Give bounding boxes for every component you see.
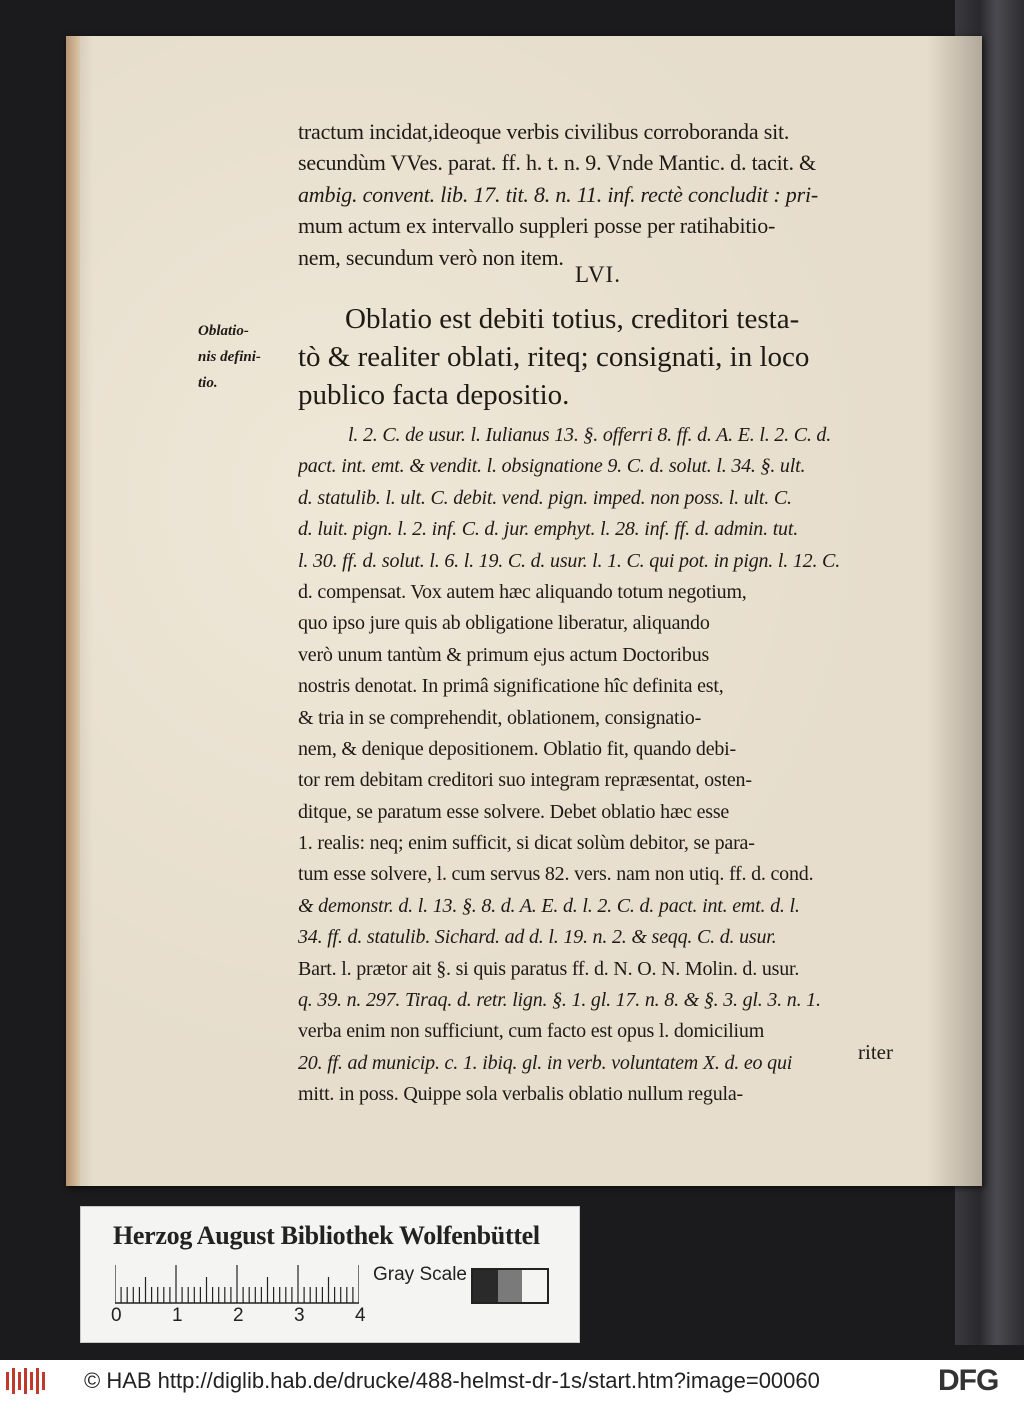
ruler-number: 2 [233,1305,244,1326]
text-line: ambig. convent. lib. 17. tit. 8. n. 11. inf. rectè concludit : pri- [298,181,819,207]
body-line: 20. ff. ad municip. c. 1. ibiq. gl. in verb. voluntatem X. d. eo qui [298,1051,793,1074]
footer-bar [0,1360,1024,1402]
body-line: mitt. in poss. Quippe sola verbalis oblatio nullum regula- [298,1083,744,1106]
hab-logo-icon [6,1368,46,1394]
body-line: d. compensat. Vox autem hæc aliquando totum negotium, [298,580,747,603]
body-line: quo ipso jure quis ab obligatione liberatur, aliquando [298,612,710,635]
paragraph-top [298,116,918,273]
text-line: mum actum ex intervallo suppleri posse per ratihabitio- [298,213,776,239]
dfg-logo: DFG [938,1364,999,1397]
text-line: tractum incidat,ideoque verbis civilibus corroboranda sit. [298,119,790,144]
citation-block [298,420,918,1111]
ruler-numbers [111,1305,371,1329]
body-line: & tria in se comprehendit, oblationem, consignatio- [298,706,702,729]
margin-note-line: tio. [198,375,218,391]
body-line: q. 39. n. 297. Tiraq. d. retr. lign. §. 1. gl. 17. n. 8. & §. 3. gl. 3. n. 1. [298,989,821,1012]
body-line: & demonstr. d. l. 13. §. 8. d. A. E. d. l. 2. C. d. pact. int. emt. d. l. [298,894,800,917]
citation-line: pact. int. emt. & vendit. l. obsignatione 9. C. d. solut. l. 34. §. ult. [298,455,806,478]
body-line: nem, & denique depositionem. Oblatio fit, quando debi- [298,737,736,760]
source-url[interactable]: © HAB http://diglib.hab.de/drucke/488-helmst-dr-1s/start.htm?image=00060 [84,1368,820,1393]
margin-note-line: nis defini- [198,349,261,365]
citation-line: l. 2. C. de usur. l. Iulianus 13. §. offerri 8. ff. d. A. E. l. 2. C. d. [348,424,832,446]
body-line: tor rem debitam creditori suo integram repræsentat, osten- [298,769,752,792]
definition-line: publico facta depositio. [298,379,570,411]
gray-scale-label: Gray Scale [373,1264,467,1285]
text-line: secundùm VVes. parat. ff. h. t. n. 9. Vnde Mantic. d. tacit. & [298,150,816,176]
ruler-number: 1 [172,1305,183,1326]
library-name: Herzog August Bibliothek Wolfenbüttel [113,1221,540,1250]
library-label [80,1206,580,1343]
body-line: verba enim non sufficiunt, cum facto est opus l. domicilium [298,1020,765,1043]
body-line: ditque, se paratum esse solvere. Debet oblatio hæc esse [298,800,730,823]
text-line: nem, secundum verò non item. [298,244,564,270]
body-line: verò unum tantùm & primum ejus actum Doctoribus [298,643,710,666]
page-edge [66,36,80,1186]
gray-swatch-mid [498,1270,523,1302]
margin-note-line: Oblatio- [198,323,249,339]
section-number: LVI. [575,262,621,287]
citation-line: l. 30. ff. d. solut. l. 6. l. 19. C. d. usur. l. 1. C. qui pot. in pign. l. 12. C. [298,549,840,572]
gray-swatch-light [522,1270,547,1302]
catchword: riter [858,1040,893,1064]
ruler-number: 3 [294,1305,305,1326]
body-line: nostris denotat. In primâ significatione hîc definita est, [298,675,724,698]
gray-scale-swatch [471,1268,549,1304]
definition-line: Oblatio est debiti totius, creditori testa- [345,303,800,335]
margin-note [198,318,298,396]
definition-line: tò & realiter oblati, riteq; consignati, in loco [298,341,810,373]
body-line: 1. realis: neq; enim sufficit, si dicat solùm debitor, se para- [298,832,755,855]
citation-line: d. luit. pign. l. 2. inf. C. d. jur. emphyt. l. 28. inf. ff. d. admin. tut. [298,518,799,541]
ruler-scale [115,1265,359,1305]
body-line: tum esse solvere, l. cum servus 82. vers. nam non utiq. ff. d. cond. [298,863,814,886]
gray-swatch-dark [473,1270,498,1302]
ruler-number: 0 [111,1305,122,1326]
citation-line: d. statulib. l. ult. C. debit. vend. pign. imped. non poss. l. ult. C. [298,486,792,509]
body-line: 34. ff. d. statulib. Sichard. ad d. l. 19. n. 2. & seqq. C. d. usur. [298,926,777,949]
ruler-number: 4 [355,1305,366,1326]
body-line: Bart. l. prætor ait §. si quis paratus ff. d. N. O. N. Molin. d. usur. [298,957,800,980]
